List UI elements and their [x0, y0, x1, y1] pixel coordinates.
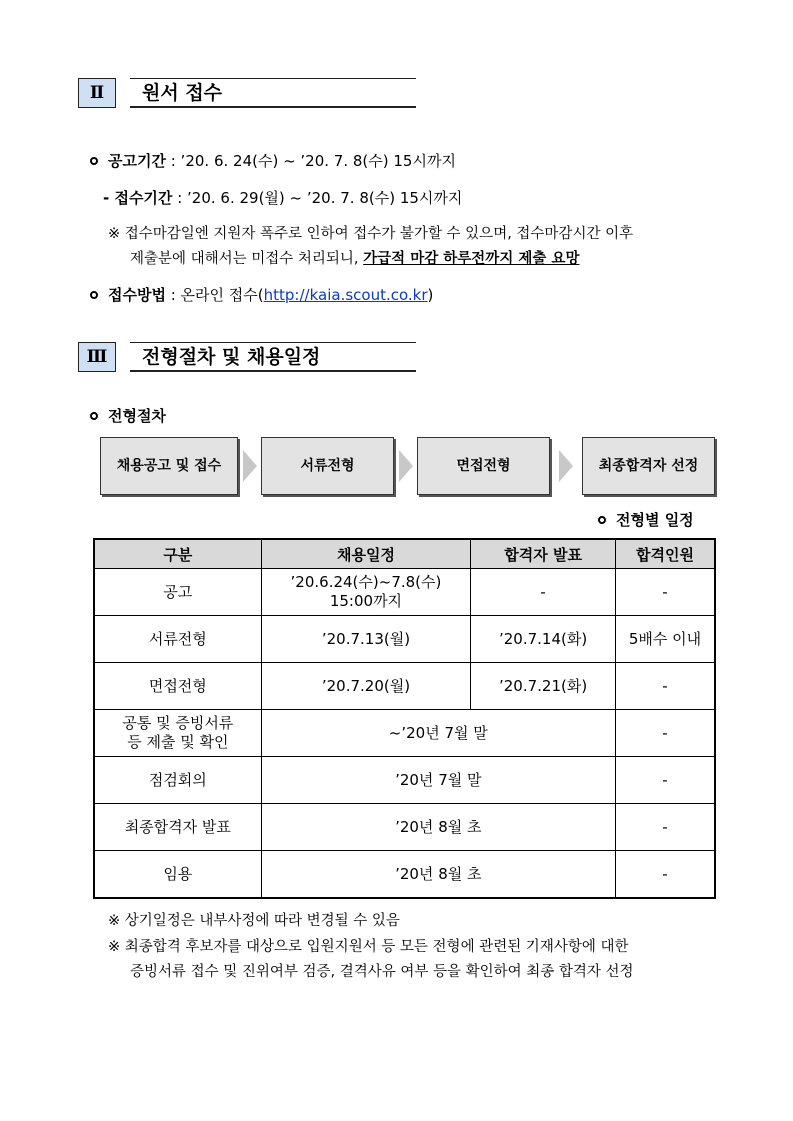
- date-cell: ’20.7.20(월): [261, 663, 471, 710]
- column-header: 구분: [94, 539, 261, 569]
- paren: ): [427, 286, 434, 304]
- table-row: [94, 616, 715, 663]
- table-row: [94, 663, 715, 710]
- schedule-note-1: ※ 상기일정은 내부사정에 따라 변경될 수 있음: [108, 913, 400, 929]
- section-number: Ⅲ: [78, 342, 116, 372]
- method-label: 접수방법: [108, 286, 166, 304]
- dash: -: [103, 189, 115, 207]
- stage-line: 공통 및 증빙서류: [122, 714, 234, 732]
- stage-cell: [94, 710, 261, 757]
- stage-cell: 면접전형: [94, 663, 261, 710]
- column-header: 채용일정: [261, 539, 471, 569]
- circle-bullet-icon: [598, 516, 606, 524]
- flow-step-interview: 면접전형: [417, 437, 550, 495]
- merged-date-cell: ’20년 8월 초: [261, 851, 615, 899]
- column-header: 합격자 발표: [471, 539, 616, 569]
- date-cell: [261, 569, 471, 616]
- stage-cell: 공고: [94, 569, 261, 616]
- chevron-right-icon: [559, 450, 573, 482]
- deadline-emphasis: 가급적 마감 하루전까지 제출 요망: [363, 251, 580, 267]
- table-row: [94, 710, 715, 757]
- column-header: 합격인원: [615, 539, 715, 569]
- notice-period-label: 공고기간: [108, 152, 166, 170]
- table-header-row: [94, 539, 715, 569]
- schedule-table: [93, 538, 716, 899]
- flow-step-final: 최종합격자 선정: [582, 437, 715, 495]
- application-method: [90, 284, 433, 305]
- announce-cell: ’20.7.21(화): [471, 663, 616, 710]
- section-title: 원서 접수: [130, 78, 416, 108]
- announce-cell: ’20.7.14(화): [471, 616, 616, 663]
- section-number: Ⅱ: [78, 78, 116, 108]
- table-row: [94, 569, 715, 616]
- deadline-note-line1: ※ 접수마감일엔 지원자 폭주로 인하여 접수가 불가할 수 있으며, 접수마감시간 이후: [108, 226, 634, 242]
- table-row: [94, 804, 715, 851]
- section-2-header: [78, 78, 416, 110]
- date-line: 15:00까지: [329, 592, 403, 610]
- merged-date-cell: ’20년 7월 말: [261, 757, 615, 804]
- merged-date-cell: ~’20년 7월 말: [261, 710, 615, 757]
- receipt-period: [103, 187, 462, 208]
- procedure-heading: [90, 405, 166, 426]
- receipt-period-value: : ’20. 6. 29(월) ~ ’20. 7. 8(수) 15시까지: [172, 189, 463, 207]
- circle-bullet-icon: [90, 291, 98, 299]
- count-cell: -: [615, 710, 715, 757]
- chevron-right-icon: [399, 450, 413, 482]
- chevron-right-icon: [243, 450, 257, 482]
- count-cell: -: [615, 851, 715, 899]
- circle-bullet-icon: [90, 157, 98, 165]
- receipt-period-label: 접수기간: [114, 189, 173, 207]
- count-cell: -: [615, 569, 715, 616]
- table-row: [94, 851, 715, 899]
- schedule-note-2-line2: 증빙서류 접수 및 진위여부 검증, 결격사유 여부 등을 확인하여 최종 합격자 선정: [130, 964, 634, 980]
- table-row: [94, 757, 715, 804]
- procedure-label: 전형절차: [108, 407, 166, 425]
- stage-line: 등 제출 및 확인: [127, 733, 229, 751]
- schedule-note-2-line1: ※ 최종합격 후보자를 대상으로 입원지원서 등 모든 전형에 관련된 기재사항에 대한: [108, 939, 629, 955]
- merged-date-cell: ’20년 8월 초: [261, 804, 615, 851]
- application-link[interactable]: http://kaia.scout.co.kr: [263, 286, 428, 304]
- section-title: 전형절차 및 채용일정: [130, 342, 416, 372]
- count-cell: -: [615, 757, 715, 804]
- schedule-heading: [598, 509, 694, 530]
- schedule-label: 전형별 일정: [616, 511, 694, 529]
- count-cell: 5배수 이내: [615, 616, 715, 663]
- count-cell: -: [615, 663, 715, 710]
- note-text: 제출분에 대해서는 미접수 처리되니,: [130, 251, 364, 267]
- announce-cell: -: [471, 569, 616, 616]
- count-cell: -: [615, 804, 715, 851]
- notice-period-value: : ’20. 6. 24(수) ~ ’20. 7. 8(수) 15시까지: [165, 152, 456, 170]
- deadline-note-line2: [130, 247, 579, 268]
- stage-cell: 최종합격자 발표: [94, 804, 261, 851]
- stage-cell: 서류전형: [94, 616, 261, 663]
- stage-cell: 임용: [94, 851, 261, 899]
- stage-cell: 점검회의: [94, 757, 261, 804]
- method-value: : 온라인 접수(: [165, 286, 264, 304]
- section-3-header: [78, 342, 416, 374]
- date-cell: ’20.7.13(월): [261, 616, 471, 663]
- flow-step-document: 서류전형: [261, 437, 394, 495]
- notice-period: [90, 150, 456, 171]
- date-line: ’20.6.24(수)~7.8(수): [290, 573, 442, 591]
- circle-bullet-icon: [90, 412, 98, 420]
- flow-step-recruit: 채용공고 및 접수: [100, 437, 238, 495]
